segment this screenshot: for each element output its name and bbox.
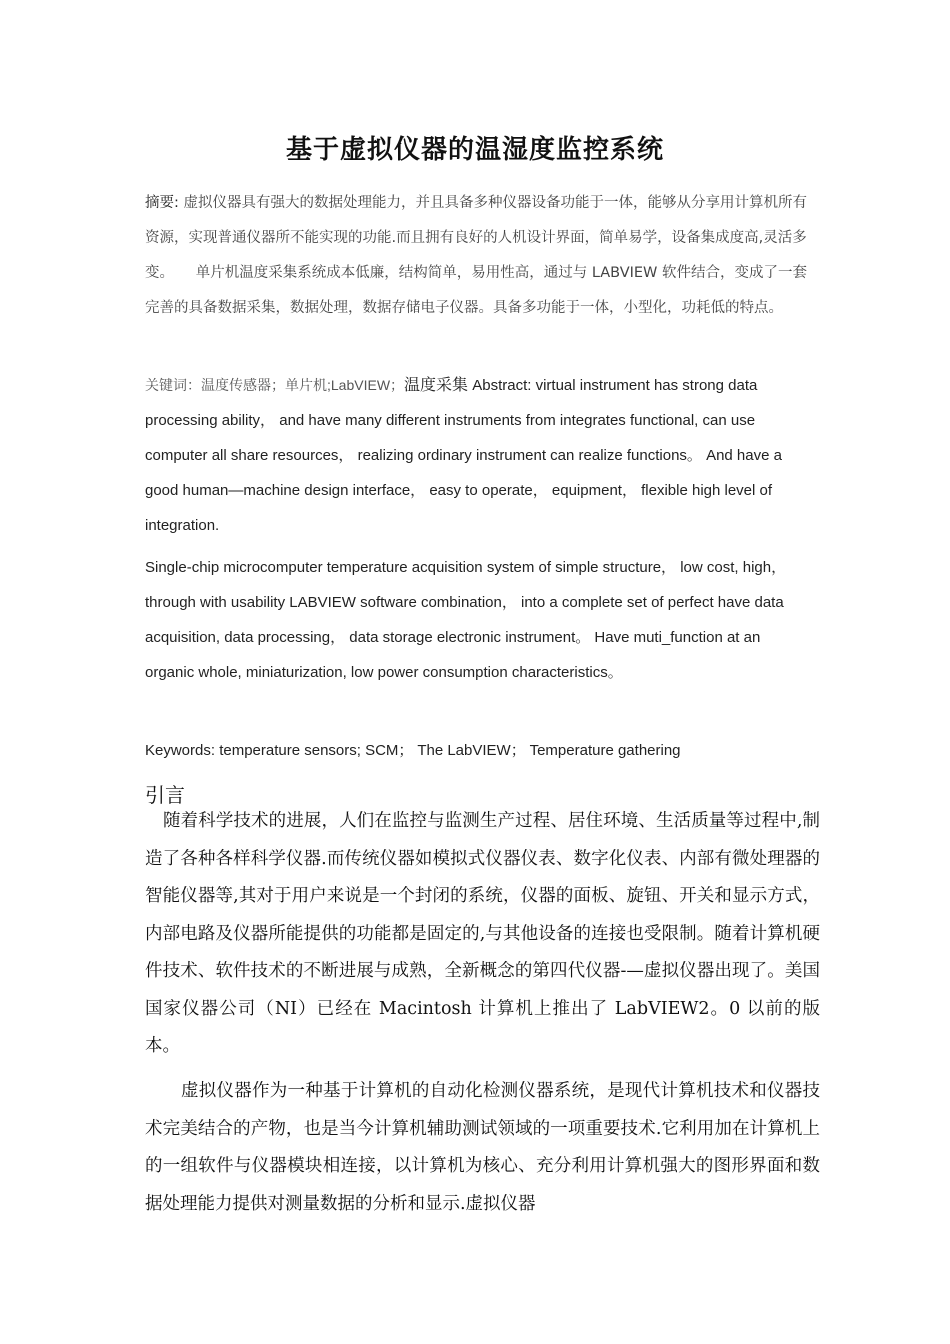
keywords-and-abstract-en <box>145 368 810 543</box>
abstract-english-2: Single-chip microcomputer temperature acquisition system of simple structure， low cost, high， through with usability LABVIEW software combination， into a complete set of perfect have data acquisition, data processing， data storage electronic instrument。 Have muti_function at an organic whole, miniaturization, low power consumption characteristics。 <box>145 559 787 681</box>
keywords-chinese-last: 温度采集 <box>404 377 469 394</box>
abstract-english-1: Abstract: virtual instrument has strong data processing ability， and have many different instruments from integrates functional, can use computer all share resources， realizing ordinary instrument can realize functions。 And have a good human—machine design interface， easy to operate， equipment， flexible high level of integration. <box>145 377 782 534</box>
intro-paragraph-2: 虚拟仪器作为一种基于计算机的自动化检测仪器系统，是现代计算机技术和仪器技术完美结合的产物，也是当今计算机辅助测试领域的一项重要技术.它利用加在计算机上的一组软件与仪器模块相连接，以计算机为核心、充分利用计算机强大的图形界面和数据处理能力提供对测量数据的分析和显示.虚拟仪器 <box>145 1081 820 1214</box>
abstract-label: 摘要: <box>145 195 179 211</box>
abstract-text: 虚拟仪器具有强大的数据处理能力，并且具备多种仪器设备功能于一体，能够从分享用计算机所有资源，实现普通仪器所不能实现的功能.而且拥有良好的人机设计界面，简单易学，设备集成度高,灵活多变。 单片机温度采集系统成本低廉，结构简单，易用性高，通过与 LABVIEW 软件结合，变成了一套完善的具备数据采集，数据处理，数据存储电子仪器。具备多功能于一体，小型化，功耗低的特点。 <box>145 195 807 316</box>
keywords-chinese: 关键词：温度传感器；单片机;LabVIEW； <box>145 377 405 393</box>
intro-heading: 引言 <box>145 783 185 807</box>
paper-title: 基于虚拟仪器的温湿度监控系统 <box>285 135 664 165</box>
intro-paragraph-1: 随着科学技术的进展，人们在监控与监测生产过程、居住环境、生活质量等过程中,制造了各种各样科学仪器.而传统仪器如模拟式仪器仪表、数字化仪表、内部有微处理器的智能仪器等,其对于用户来说是一个封闭的系统，仪器的面板、旋钮、开关和显示方式，内部电路及仪器所能提供的功能都是固定的,与其他设备的连接也受限制。随着计算机硬件技术、软件技术的不断进展与成熟，全新概念的第四代仪器-—虚拟仪器出现了。美国国家仪器公司（NI）已经在 Macintosh 计算机上推出了 LabVIEW2。0 以前的版本。 <box>145 811 820 1056</box>
abstract-chinese <box>145 186 810 326</box>
keywords-english: Keywords: temperature sensors; SCM； The LabVIEW； Temperature gathering <box>145 742 681 759</box>
